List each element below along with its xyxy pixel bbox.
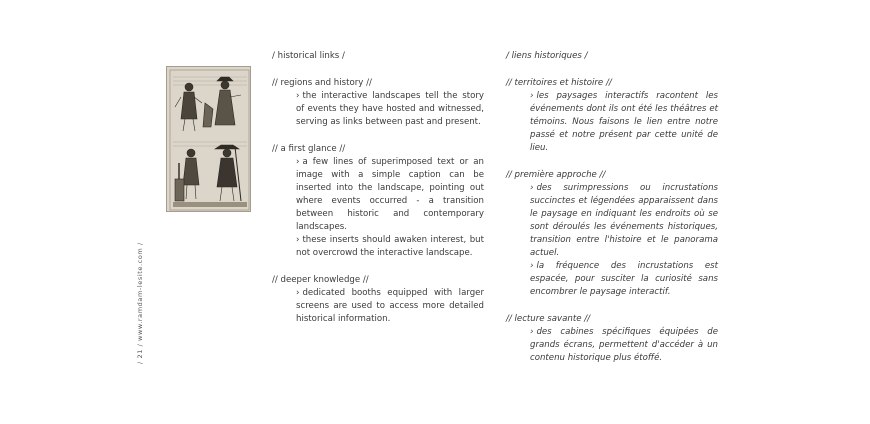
bullet-icon: ›: [530, 261, 534, 271]
list-item: › a few lines of superimposed text or an image with a simple caption can be inserted into the landscape, pointing out where events occurred - a transition between historic and contemporary landscapes.: [296, 157, 484, 232]
french-column: [506, 50, 718, 379]
section-title: // territoires et histoire //: [506, 78, 612, 88]
english-section-deeper-knowledge: [272, 274, 484, 326]
section-title: // lecture savante //: [506, 314, 591, 324]
english-section-first-glance: [272, 143, 484, 260]
list-item: › des surimpressions ou incrustations succinctes et légendées apparaissent dans le paysage en indiquant les endroits où se sont déroulés les événements historiques, transition entre l'histoire et le panorama actuel.: [530, 183, 718, 258]
list-item: › la fréquence des incrustations est espacée, pour susciter la curiosité sans encombrer le paysage interactif.: [530, 261, 718, 297]
bullet-icon: ›: [296, 157, 300, 167]
bullet-icon: ›: [530, 327, 534, 337]
list-item: › these inserts should awaken interest, but not overcrowd the interactive landscape.: [296, 235, 484, 258]
bullet-icon: ›: [296, 235, 300, 245]
french-heading: / liens historiques /: [506, 51, 588, 61]
bullet-icon: ›: [296, 288, 300, 298]
bullet-icon: ›: [530, 91, 534, 101]
list-item: › the interactive landscapes tell the story of events they have hosted and witnessed, serving as links between past and present.: [296, 91, 484, 127]
english-section-regions-history: [272, 77, 484, 129]
english-heading: / historical links /: [272, 51, 345, 61]
english-column: [272, 50, 484, 340]
section-title: // a first glance //: [272, 144, 346, 154]
list-item: › des cabines spécifiques équipées de grands écrans, permettent d'accéder à un contenu historique plus étoffé.: [530, 327, 718, 363]
historical-engraving-image: [166, 66, 251, 212]
french-section-lecture-savante: [506, 313, 718, 365]
section-title: // première approche //: [506, 170, 606, 180]
list-item: › dedicated booths equipped with larger screens are used to access more detailed historical information.: [296, 288, 484, 324]
list-item: › les paysages interactifs racontent les événements dont ils ont été les théâtres et témoins. Nous faisons le lien entre notre passé et notre présent par cette unité de lieu.: [530, 91, 718, 153]
french-section-territoires: [506, 77, 718, 155]
bullet-icon: ›: [296, 91, 300, 101]
section-title: // deeper knowledge //: [272, 275, 369, 285]
page-number-website: / 21 / www.ramdam-lesite.com /: [136, 242, 144, 364]
french-section-premiere-approche: [506, 169, 718, 299]
section-title: // regions and history //: [272, 78, 372, 88]
bullet-icon: ›: [530, 183, 534, 193]
